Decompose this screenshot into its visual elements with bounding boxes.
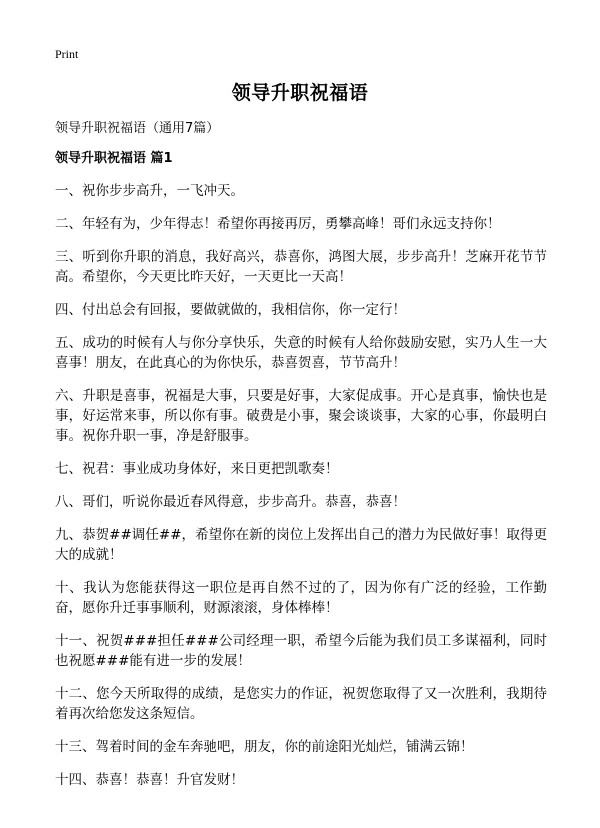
blessing-list — [55, 181, 547, 803]
print-link[interactable]: Print — [55, 47, 79, 61]
blessing-paragraph: 十、我认为您能获得这一职位是再自然不过的了，因为你有广泛的经验，工作勤奋，愿你升迁事事顺利，财源滚滚，身体棒棒！ — [55, 580, 547, 616]
document-title: 领导升职祝福语 — [231, 82, 369, 104]
blessing-paragraph: 九、恭贺##调任##，希望你在新的岗位上发挥出自己的潜力为民做好事！取得更大的成就！ — [55, 527, 547, 563]
section-heading: 领导升职祝福语 篇1 — [55, 151, 173, 166]
blessing-paragraph: 十二、您今天所取得的成绩，是您实力的作证，祝贺您取得了又一次胜利，我期待着再次给您发这条短信。 — [55, 686, 547, 722]
blessing-paragraph: 十四、恭喜！恭喜！升官发财！ — [55, 772, 244, 788]
blessing-paragraph: 十一、祝贺###担任###公司经理一职，希望今后能为我们员工多谋福利，同时也祝愿###能有进一步的发展！ — [55, 633, 547, 669]
blessing-paragraph: 二、年轻有为，少年得志！希望你再接再厉，勇攀高峰！哥们永远支持你！ — [55, 216, 501, 232]
document-subtitle: 领导升职祝福语（通用7篇） — [55, 121, 220, 136]
blessing-paragraph: 五、成功的时候有人与你分享快乐，失意的时候有人给你鼓励安慰，实乃人生一大喜事！朋友，在此真心的为你快乐，恭喜贺喜，节节高升！ — [55, 335, 547, 371]
blessing-paragraph: 八、哥们，听说你最近春风得意，步步高升。恭喜，恭喜！ — [55, 494, 406, 510]
blessing-paragraph: 七、祝君：事业成功身体好，来日更把凯歌奏！ — [55, 461, 339, 477]
blessing-paragraph: 四、付出总会有回报，要做就做的，我相信你，你一定行！ — [55, 302, 406, 318]
blessing-paragraph: 十三、驾着时间的金车奔驰吧，朋友，你的前途阳光灿烂，铺满云锦！ — [55, 739, 474, 755]
blessing-paragraph: 三、听到你升职的消息，我好高兴，恭喜你，鸿图大展，步步高升！芝麻开花节节高。希望你，今天更比昨天好，一天更比一天高！ — [55, 249, 547, 285]
blessing-paragraph: 一、祝你步步高升，一飞冲天。 — [55, 183, 244, 199]
blessing-paragraph: 六、升职是喜事，祝福是大事，只要是好事，大家促成事。开心是真事，愉快也是事，好运常来事，所以你有事。破费是小事，聚会谈谈事，大家的心事，你最明白事。祝你升职一事，净是舒服事。 — [55, 388, 547, 444]
